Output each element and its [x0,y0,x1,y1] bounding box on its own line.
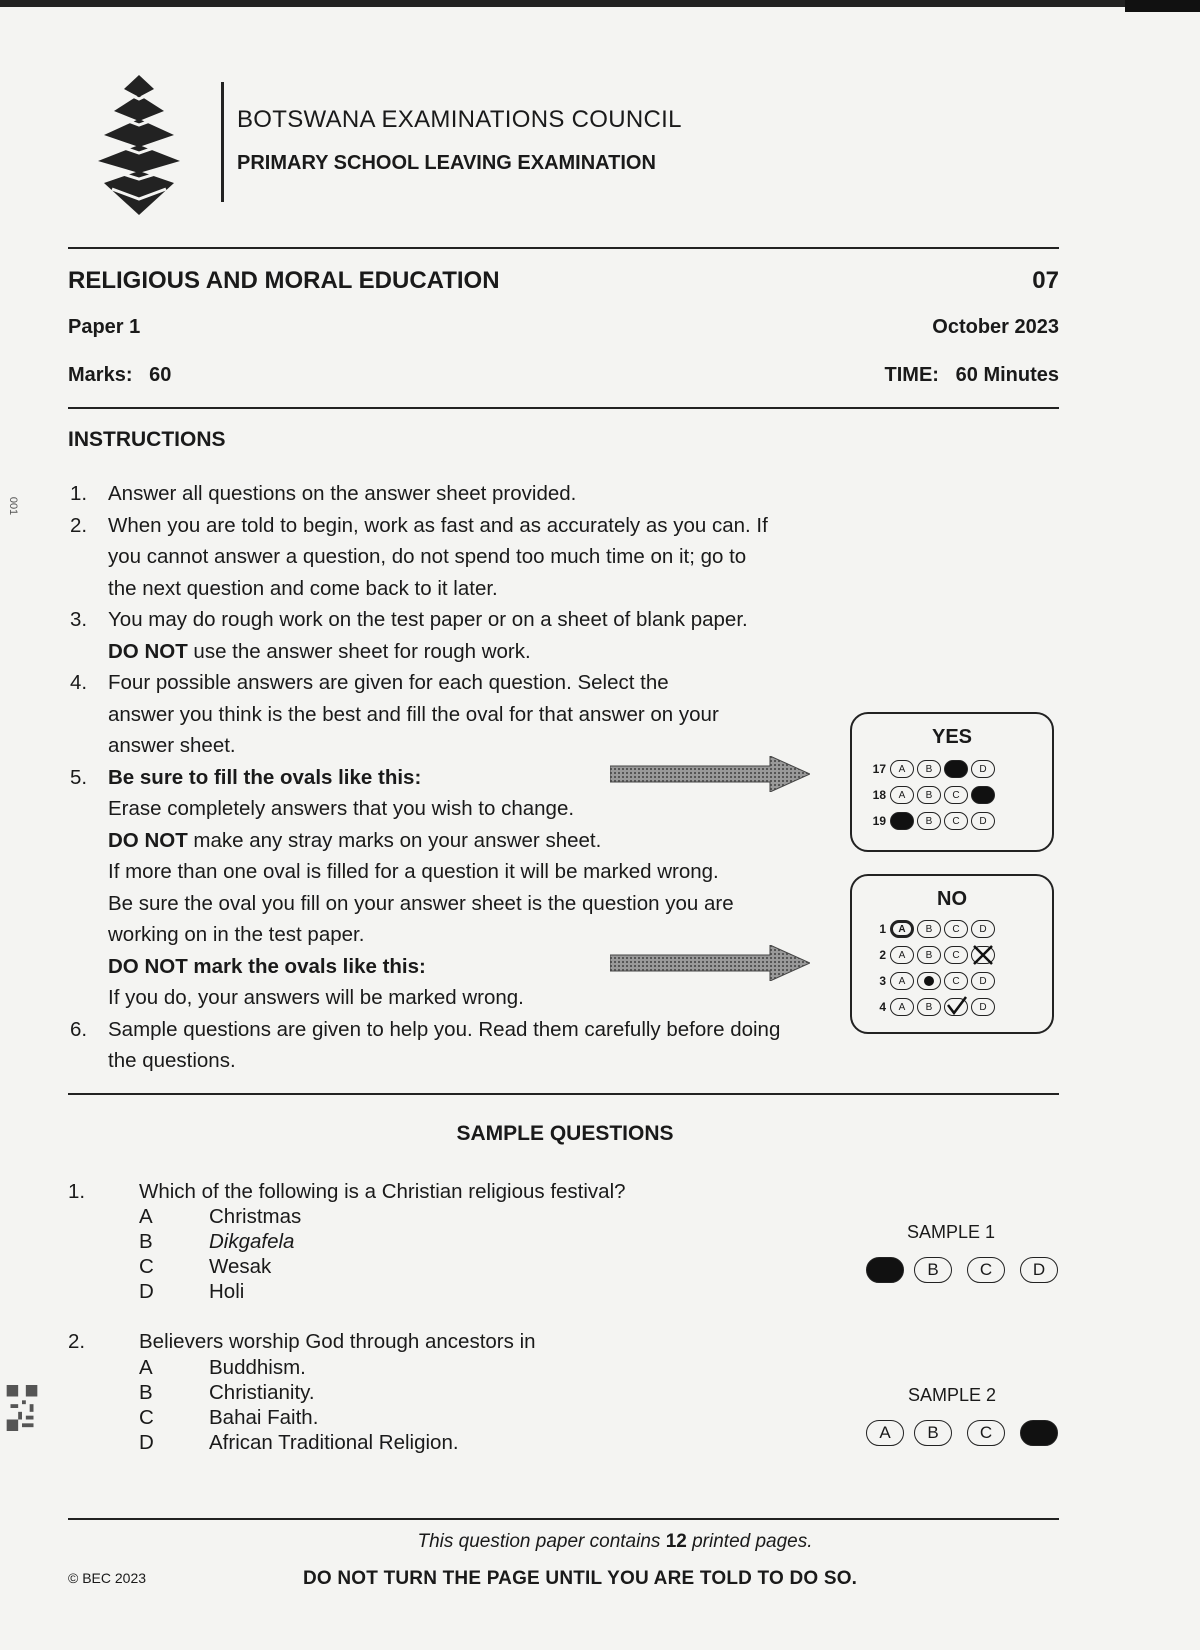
council-name: BOTSWANA EXAMINATIONS COUNCIL [237,106,682,133]
oval-d: D [971,920,995,938]
qr-code-icon [6,1385,38,1431]
option-letter: D [139,1280,154,1303]
oval-a: A [890,998,914,1016]
example-row [862,760,998,778]
oval-c-filled [944,760,968,778]
page-count-note [0,1531,1200,1553]
sample-1-oval-c: C [967,1257,1005,1283]
instruction-item [68,510,778,605]
instruction-text-a: You may do rough work on the test paper or on a sheet of blank paper. [108,608,748,631]
instruction-bold: DO NOT mark the ovals like this: [108,954,426,978]
instruction-line: If you do, your answers will be marked wrong. [108,986,524,1009]
option-text: Buddhism. [209,1356,306,1379]
rule-instructions [68,407,1059,409]
instruction-item [68,604,748,667]
sample-q2-text: Believers worship God through ancestors in [139,1330,536,1353]
option-letter: A [139,1356,153,1379]
oval-a-filled [890,812,914,830]
oval-a-circled: A [890,920,914,938]
oval-b: B [917,786,941,804]
option-text: Holi [209,1280,245,1303]
no-title: NO [937,888,967,910]
rule-footer [68,1518,1059,1520]
arrow-right-icon [610,756,810,792]
cross-mark-icon [971,944,995,966]
time-value: 60 Minutes [955,364,1059,386]
subject-title: RELIGIOUS AND MORAL EDUCATION [68,267,500,294]
sample-2-oval-a: A [866,1420,904,1446]
yes-title: YES [931,726,973,748]
oval-d: D [971,998,995,1016]
oval-d-filled [971,786,995,804]
note-text: This question paper contains [417,1531,666,1552]
sample-q1-text: Which of the following is a Christian religious festival? [139,1180,626,1203]
row-number: 1 [879,922,886,936]
subject-code: 07 [1032,267,1059,294]
option-letter: C [139,1255,154,1278]
instruction-bold: DO NOT [108,828,188,852]
page-count: 12 [665,1531,687,1552]
oval-d: D [971,760,995,778]
sample-questions-title: SAMPLE QUESTIONS [456,1122,674,1145]
option-letter: B [139,1381,153,1404]
sample-2-oval-c: C [967,1420,1005,1446]
oval-b-partial [917,972,941,990]
do-not-turn-warning: DO NOT TURN THE PAGE UNTIL YOU ARE TOLD TO DO SO. [303,1568,858,1589]
instruction-line: If more than one oval is filled for a question it will be marked wrong. [108,860,719,883]
example-row [862,972,998,990]
oval-b: B [917,920,941,938]
paper-number: Paper 1 [68,316,141,338]
row-number: 19 [872,814,886,828]
instruction-text: When you are told to begin, work as fast and as accurately as you can. If you cannot answer a question, do not spend too much time on it; go to the next question and come back to it later. [108,513,768,600]
instruction-text: Answer all questions on the answer sheet provided. [108,482,577,505]
example-row [862,786,998,804]
oval-b: B [917,946,941,964]
oval-a: A [890,946,914,964]
option-text: Christianity. [209,1381,315,1404]
oval-b: B [917,812,941,830]
instruction-number: 6. [70,1017,88,1041]
instruction-bold: DO NOT [108,639,188,663]
instruction-number: 1. [70,482,88,505]
instruction-bold-head: Be sure to fill the ovals like this: [108,765,422,789]
example-row [862,946,998,964]
oval-c: C [944,946,968,964]
copyright: © BEC 2023 [68,1570,147,1586]
example-row [862,998,998,1016]
arrow-right-icon [610,945,810,981]
no-example-box [850,874,1054,1034]
instruction-number: 4. [70,671,88,694]
time-line [885,364,1059,387]
time-label: TIME: [884,364,939,386]
marks-line [68,364,171,387]
row-number: 2 [879,948,886,962]
option-text: Wesak [209,1255,272,1278]
marks-label: Marks: [68,364,133,386]
row-number: 17 [872,762,886,776]
example-row [862,812,998,830]
sample-q1-number: 1. [68,1180,86,1203]
partial-fill-icon [922,975,936,987]
option-text: Dikgafela [209,1230,295,1253]
header-divider [221,82,224,202]
instruction-number: 2. [70,513,88,537]
option-text: Bahai Faith. [209,1406,319,1429]
instruction-item [68,1014,798,1077]
instruction-line: Be sure the oval you fill on your answer sheet is the question you are working on in the test paper. [108,891,734,946]
oval-c: C [944,786,968,804]
oval-b: B [917,998,941,1016]
sample-q2-number: 2. [68,1330,86,1353]
sample-1-label: SAMPLE 1 [907,1222,996,1242]
oval-a: A [890,972,914,990]
bec-logo-icon [92,75,187,215]
option-letter: D [139,1431,154,1454]
oval-d-crossed [971,946,995,964]
row-number: 4 [879,1000,886,1014]
option-letter: C [139,1406,154,1429]
exam-date: October 2023 [932,316,1059,338]
instruction-item [68,667,728,762]
option-letter: A [139,1205,153,1228]
instruction-text-b: use the answer sheet for rough work. [187,639,531,663]
note-text: printed pages. [686,1531,813,1552]
instruction-text: Four possible answers are given for each question. Select the answer you think is the best and fill the oval for that answer on your answer sheet. [108,671,719,757]
instruction-line: Erase completely answers that you wish to change. [108,797,575,820]
rule-top [68,247,1059,249]
scan-top-edge [0,0,1125,7]
instruction-number: 3. [70,608,88,631]
oval-a: A [890,786,914,804]
instruction-number: 5. [70,765,88,789]
instruction-item [68,478,808,510]
sample-1-oval-b: B [914,1257,952,1283]
sample-2-label: SAMPLE 2 [908,1385,997,1405]
exam-name: PRIMARY SCHOOL LEAVING EXAMINATION [237,152,656,174]
oval-d: D [971,812,995,830]
sample-2-oval-d-filled [1020,1420,1058,1446]
oval-c: C [944,972,968,990]
yes-example-box [850,712,1054,852]
row-number: 18 [872,788,886,802]
option-letter: B [139,1230,153,1253]
row-number: 3 [879,974,886,988]
option-text: African Traditional Religion. [209,1431,459,1454]
sample-1-oval-a-filled [866,1257,904,1283]
oval-c: C [944,812,968,830]
oval-c-ticked [944,998,968,1016]
oval-c: C [944,920,968,938]
marks-value: 60 [149,364,172,386]
instructions-title: INSTRUCTIONS [68,428,226,451]
scan-corner-edge [1125,0,1200,12]
example-row [862,920,998,938]
side-mark: 001 [7,496,20,516]
sample-1-oval-d: D [1020,1257,1058,1283]
oval-d: D [971,972,995,990]
option-text: Christmas [209,1205,302,1228]
instruction-line: make any stray marks on your answer sheet. [187,828,602,852]
tick-mark-icon [944,995,968,1017]
instruction-text: Sample questions are given to help you. Read them carefully before doing the questions. [108,1017,781,1072]
oval-b: B [917,760,941,778]
rule-samples [68,1093,1059,1095]
oval-a: A [890,760,914,778]
sample-2-oval-b: B [914,1420,952,1446]
